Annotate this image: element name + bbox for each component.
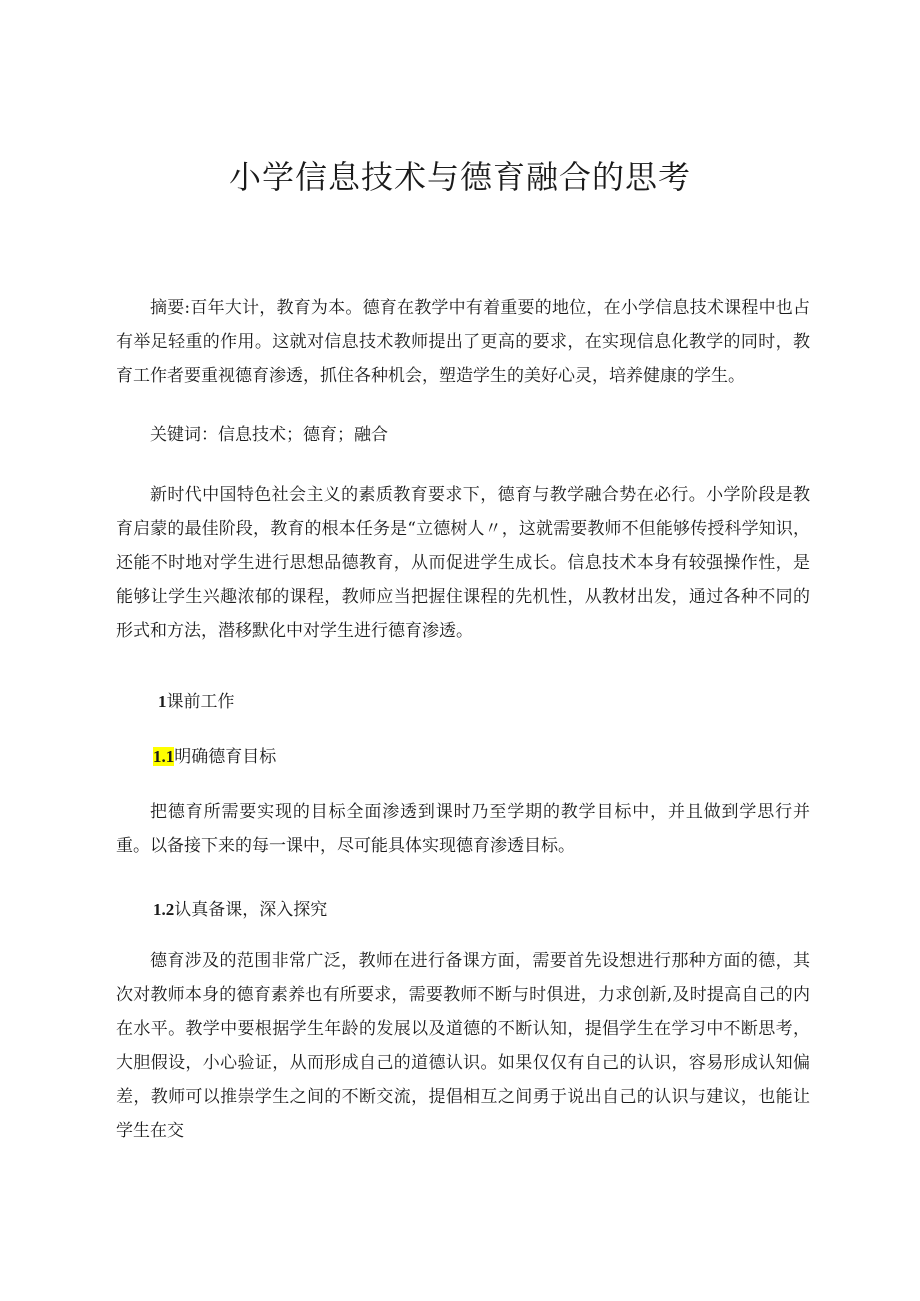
abstract-label: 摘要: xyxy=(150,298,191,318)
keywords-line: 关键词：信息技术；德育；融合 xyxy=(150,425,388,445)
section-number: 1.2 xyxy=(153,900,175,919)
section-number-highlighted: 1.1 xyxy=(153,747,175,766)
document-title: 小学信息技术与德育融合的思考 xyxy=(228,158,691,196)
section-1-1-body: 把德育所需要实现的目标全面渗透到课时乃至学期的教学目标中，并且做到学思行并重。以备接下来的每一课中，尽可能具体实现德育渗透目标。 xyxy=(116,802,810,856)
section-title: 课前工作 xyxy=(166,692,235,712)
section-heading-1-1 xyxy=(116,740,810,774)
section-title: 认真备课，深入探究 xyxy=(174,900,328,920)
section-number: 1 xyxy=(158,692,167,711)
section-1-2-body: 德育涉及的范围非常广泛，教师在进行备课方面，需要首先设想进行那种方面的德，其次对教师本身的德育素养也有所要求，需要教师不断与时俱进，力求创新,及时提高自己的内在水平。教学中要根据学生年龄的发展以及道德的不断认知，提倡学生在学习中不断思考，大胆假设，小心验证，从而形成自己的道德认识。如果仅仅有自己的认识，容易形成认知偏差，教师可以推崇学生之间的不断交流，提倡相互之间勇于说出自己的认识与建议，也能让学生在交 xyxy=(116,951,810,1141)
abstract-paragraph xyxy=(116,291,810,393)
intro-paragraph: 新时代中国特色社会主义的素质教育要求下，德育与教学融合势在必行。小学阶段是教育启蒙的最佳阶段，教育的根本任务是“立德树人〃，这就需要教师不但能够传授科学知识，还能不时地对学生进行思想品德教育，从而促进学生成长。信息技术本身有较强操作性，是能够让学生兴趣浓郁的课程，教师应当把握住课程的先机性，从教材出发，通过各种不同的形式和方法，潜移默化中对学生进行德育渗透。 xyxy=(116,485,810,641)
section-heading-1-2 xyxy=(116,893,810,927)
section-heading-1 xyxy=(116,685,810,719)
abstract-text: 百年大计，教育为本。德育在教学中有着重要的地位，在小学信息技术课程中也占有举足轻重的作用。这就对信息技术教师提出了更高的要求，在实现信息化教学的同时，教育工作者要重视德育渗透，抓住各种机会，塑造学生的美好心灵，培养健康的学生。 xyxy=(116,298,811,386)
section-title: 明确德育目标 xyxy=(174,747,277,767)
